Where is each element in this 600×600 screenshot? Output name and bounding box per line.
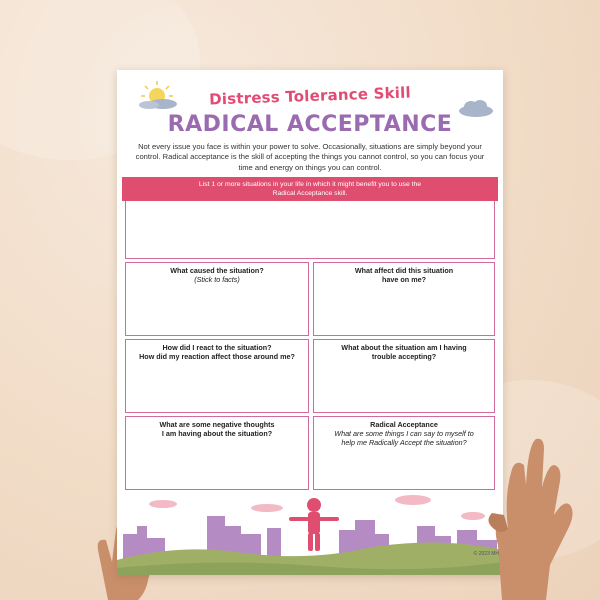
person-figure-icon — [289, 498, 339, 551]
instruction-banner — [122, 177, 498, 201]
question-label: How did my reaction affect those around me? — [139, 352, 295, 361]
question-hint: (Stick to facts) — [194, 275, 240, 284]
question-hint: help me Radically Accept the situation? — [341, 438, 467, 447]
banner-line: Radical Acceptance skill. — [272, 190, 348, 197]
question-label: What are some negative thoughts — [159, 420, 275, 429]
question-box-negative-thoughts[interactable] — [125, 416, 309, 490]
banner-line: List 1 or more situations in your life in which it might benefit you to use the — [198, 181, 422, 188]
right-hand-icon — [472, 425, 582, 600]
intro-paragraph: Not every issue you face is within your power to solve. Occasionally, situations are simply beyond your control. Radical acceptance is the skill of accepting the things you cannot control, so you can focus your time and energy on things you can control. — [135, 142, 485, 172]
question-box-cause[interactable] — [125, 262, 309, 336]
question-label: What affect did this situation — [354, 266, 454, 275]
city-skyline-icon — [117, 490, 503, 575]
question-box-reaction[interactable] — [125, 339, 309, 413]
worksheet-page — [117, 70, 503, 575]
question-label: How did I react to the situation? — [162, 343, 272, 352]
question-label: I am having about the situation? — [161, 429, 273, 438]
worksheet-title: RADICAL ACCEPTANCE — [167, 112, 453, 137]
question-hint: What are some things I can say to myself to — [334, 429, 474, 438]
worksheet-subtitle: Distress Tolerance Skill — [208, 83, 412, 109]
question-box-effect[interactable] — [313, 262, 495, 336]
situations-answer-box[interactable] — [125, 201, 495, 259]
copyright-text: © 2023 MH — [473, 551, 499, 557]
question-label: Radical Acceptance — [370, 420, 438, 429]
question-box-trouble-accepting[interactable] — [313, 339, 495, 413]
question-label: What caused the situation? — [170, 266, 264, 275]
question-label: trouble accepting? — [371, 352, 437, 361]
question-box-radical-acceptance[interactable] — [313, 416, 495, 490]
question-label: What about the situation am I having — [341, 343, 467, 352]
question-label: have on me? — [382, 275, 426, 284]
